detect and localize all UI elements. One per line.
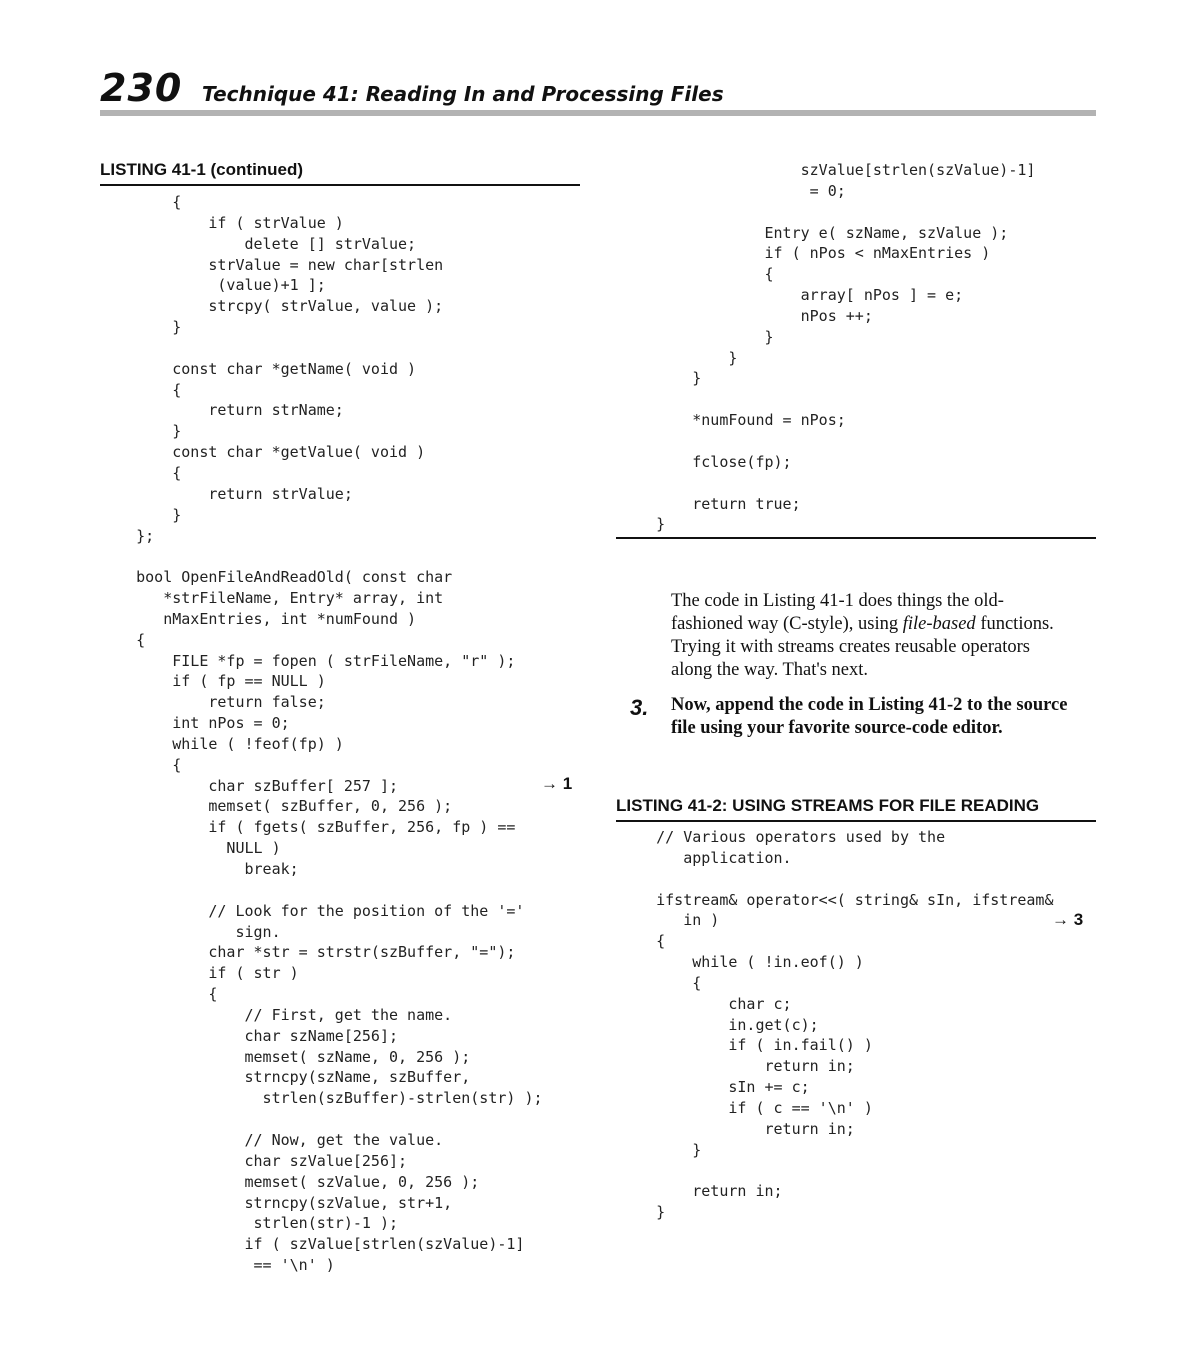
paragraph-text-end: functions. Trying it with streams creates reusable operators along the way. That's next.	[671, 614, 1054, 680]
listing-41-2-code: // Various operators used by the application. ifstream& operator<<( string& sIn, ifstream& in ) { while ( !in.eof() ) { char c; in.get(c); if ( in.fail() ) return in; sIn += c; if ( c == '\n' ) return in; } return in; }	[656, 828, 1054, 1222]
listing-41-1-caption: LISTING 41-1 (continued)	[100, 160, 580, 186]
listing-end-rule	[616, 537, 1096, 539]
page-number: 230	[100, 66, 183, 110]
code-marker-3: → 3	[1052, 910, 1084, 929]
step-number: 3.	[630, 695, 649, 720]
listing-41-2-caption: LISTING 41-2: USING STREAMS FOR FILE READING	[616, 796, 1096, 822]
step-instruction: Now, append the code in Listing 41-2 to the source file using your favorite source-code editor.	[671, 695, 1068, 738]
body-paragraph	[671, 590, 1071, 682]
paragraph-emphasis: file-based	[902, 614, 976, 634]
listing-41-1-code-right: szValue[strlen(szValue)-1] = 0; Entry e( szName, szValue ); if ( nPos < nMaxEntries ) { array[ nPos ] = e; nPos ++; } } } *numFound = nPos; fclose(fp); return true; }	[656, 161, 1036, 534]
paragraph-text-start: The code in Listing 41-1 does things the old-fashioned way (C-style), using	[671, 591, 1004, 634]
listing-41-1-code-left: { if ( strValue ) delete [] strValue; strValue = new char[strlen (value)+1 ]; strcpy( strValue, value ); } const char *getName( void ) { return strName; } const char *getValue( void ) { return strValue; } }; bool OpenFileAndReadOld( const char *strFileName, Entry* array, int nMaxEntries, int *numFound ) { FILE *fp = fopen ( strFileName, "r" ); if ( fp == NULL ) return false; int nPos = 0; while ( !feof(fp) ) { char szBuffer[ 257 ]; memset( szBuffer, 0, 256 ); if ( fgets( szBuffer, 256, fp ) == NULL ) break; // Look for the position of the '=' sign. char *str = strstr(szBuffer, "="); if ( str ) { // First, get the name. char szName[256]; memset( szName, 0, 256 ); strncpy(szName, szBuffer, strlen(szBuffer)-strlen(str) ); // Now, get the value. char szValue[256]; memset( szValue, 0, 256 ); strncpy(szValue, str+1, strlen(str)-1 ); if ( szValue[strlen(szValue)-1] == '\n' )	[136, 193, 543, 1275]
code-marker-1: → 1	[541, 774, 573, 793]
header-rule	[100, 110, 1096, 116]
running-header-title: Technique 41: Reading In and Processing Files	[202, 82, 724, 106]
